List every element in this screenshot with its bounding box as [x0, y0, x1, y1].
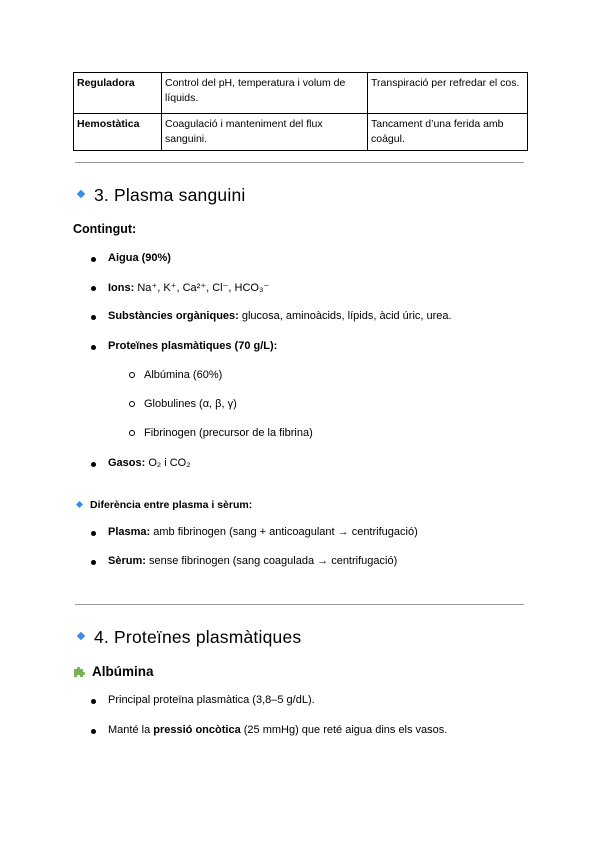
list-item-serum: Sèrum: sense fibrinogen (sang coagulada → centrifugació) [108, 555, 397, 567]
bullet-icon [91, 462, 96, 467]
table-cell-example: Transpiració per refredar el cos. [368, 73, 528, 114]
bullet-icon [91, 531, 96, 536]
table-cell-function: Reguladora [74, 73, 162, 114]
sublist-item-albumina: Albúmina (60%) [144, 369, 222, 381]
table-cell-description: Control del pH, temperatura i volum de líquids. [162, 73, 368, 114]
sublist-item-fibrinogen: Fibrinogen (precursor de la fibrina) [144, 427, 313, 439]
list-item-pressio: Manté la pressió oncòtica (25 mmHg) que reté aigua dins els vasos. [108, 724, 447, 736]
bullet-icon [91, 345, 96, 350]
list-item-principal: Principal proteïna plasmàtica (3,8–5 g/dL). [108, 694, 315, 706]
section-4-title: 4. Proteïnes plasmàtiques [94, 627, 302, 647]
blue-diamond-icon [77, 632, 85, 640]
bullet-icon [91, 286, 96, 291]
section-4-heading [78, 627, 301, 648]
table-cell-description: Coagulació i manteniment del flux sanguini. [162, 114, 368, 151]
list-item-plasma: Plasma: amb fibrinogen (sang + anticoagulant → centrifugació) [108, 526, 418, 538]
blue-diamond-icon [77, 190, 85, 198]
puzzle-piece-icon [73, 665, 86, 678]
section-3-heading [78, 185, 245, 206]
bullet-icon [91, 560, 96, 565]
albumina-heading: Albúmina [73, 664, 154, 679]
diferencia-heading: Diferència entre plasma i sèrum: [77, 499, 252, 511]
blue-diamond-icon [76, 501, 83, 508]
bullet-icon [91, 729, 96, 734]
table-row [74, 73, 528, 114]
table-cell-function: Hemostàtica [74, 114, 162, 151]
contingut-label: Contingut: [73, 222, 137, 236]
section-divider [75, 162, 524, 163]
section-divider [75, 604, 524, 605]
section-3-title: 3. Plasma sanguini [94, 185, 246, 205]
list-item-substancies: Substàncies orgàniques: glucosa, aminoàcids, lípids, àcid úric, urea. [108, 310, 452, 322]
list-item-aigua: Aigua (90%) [108, 252, 171, 264]
hollow-bullet-icon [129, 401, 135, 407]
hollow-bullet-icon [129, 430, 135, 436]
table-row [74, 114, 528, 151]
list-item-proteines: Proteïnes plasmàtiques (70 g/L): [108, 340, 277, 352]
table-cell-example: Tancament d’una ferida amb coàgul. [368, 114, 528, 151]
list-item-gasos: Gasos: O₂ i CO₂ [108, 457, 191, 469]
functions-table [73, 72, 528, 151]
hollow-bullet-icon [129, 372, 135, 378]
sublist-item-globulines: Globulines (α, β, γ) [144, 398, 237, 410]
bullet-icon [91, 315, 96, 320]
bullet-icon [91, 257, 96, 262]
bullet-icon [91, 699, 96, 704]
list-item-ions: Ions: Na⁺, K⁺, Ca²⁺, Cl⁻, HCO₃⁻ [108, 281, 269, 294]
